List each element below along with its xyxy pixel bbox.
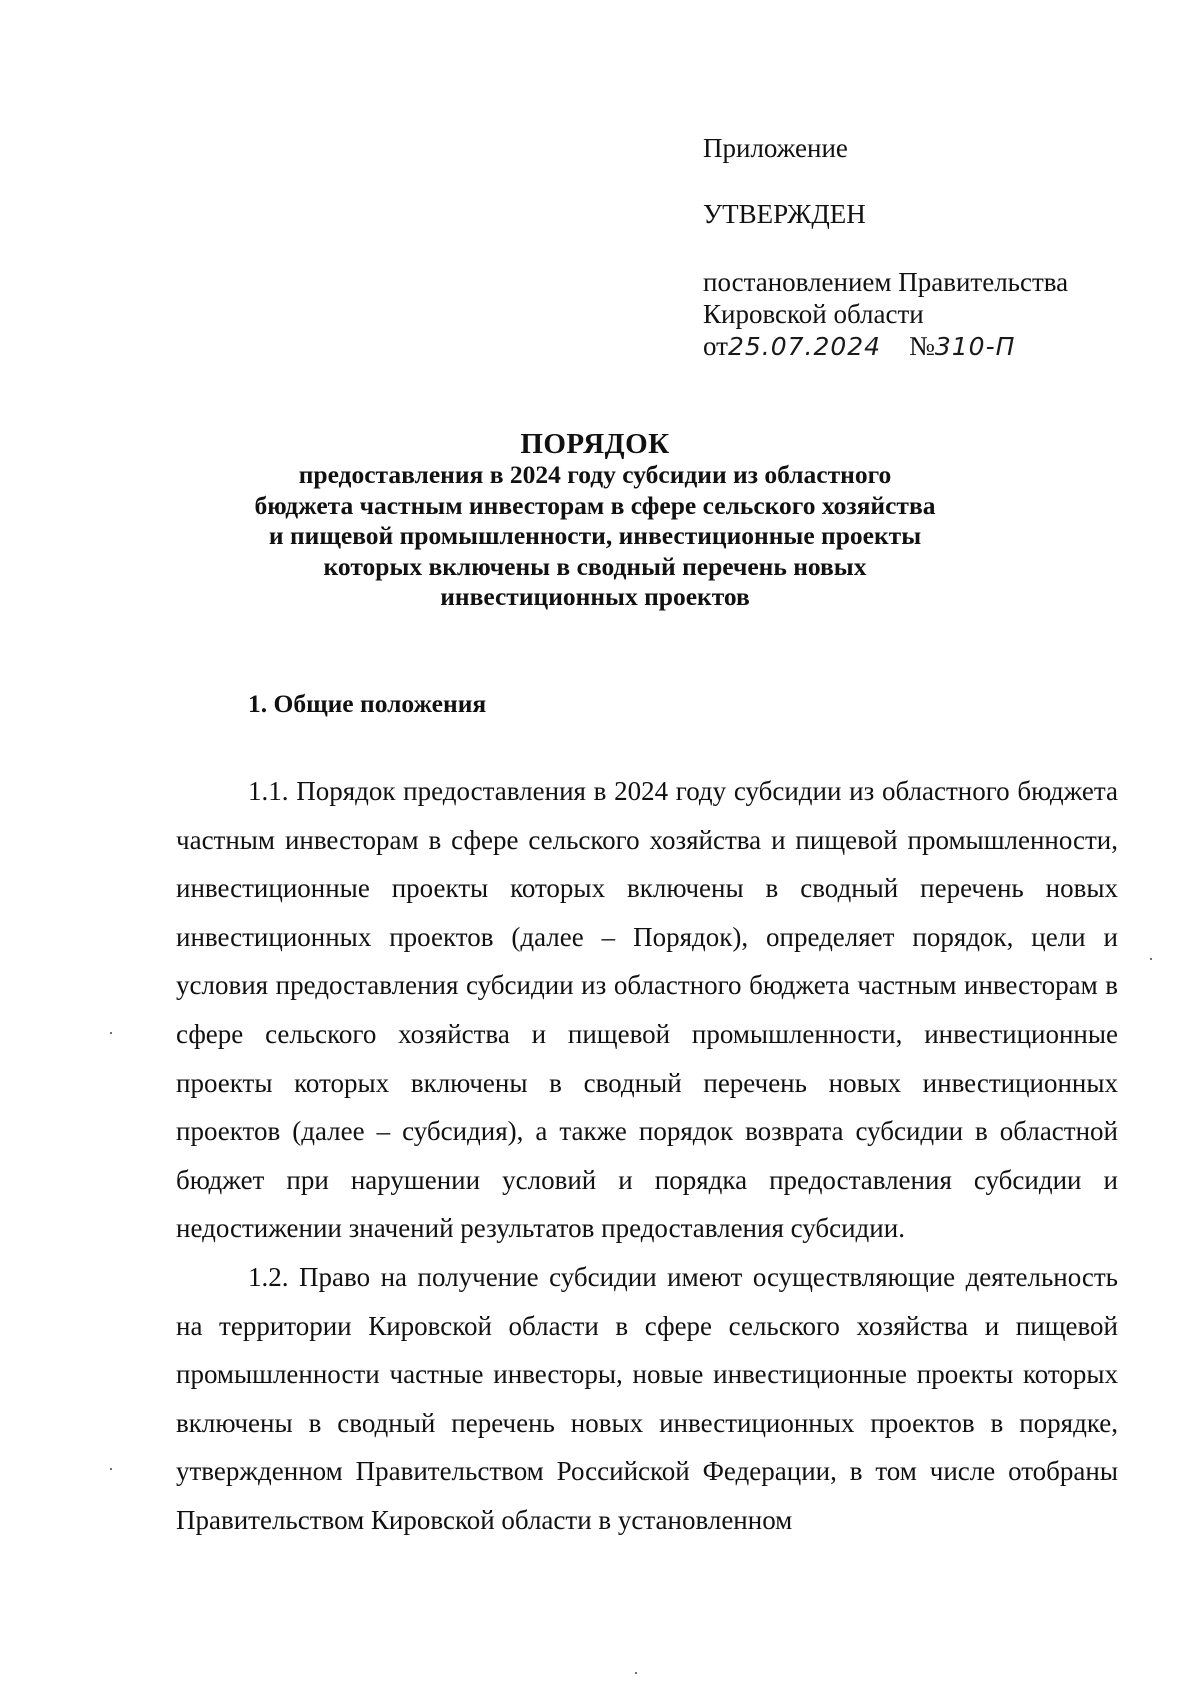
title-line-5: инвестиционных проектов	[440, 582, 750, 611]
scan-speck	[110, 1468, 112, 1470]
paragraph-1-2: 1.2. Право на получение субсидии имеют осуществляющие деятельность на территории Кировской области в сфере сельского хозяйства и пищевой промышленности частные инвесторы, новые инвестиционные проекты которых включены в сводный перечень новых инвестиционных проектов в порядке, утвержденном Правительством Российской Федерации, в том числе отобраны Правительством Кировской области в установленном	[176, 1261, 1118, 1535]
approved-label: УТВЕРЖДЕН	[703, 199, 866, 229]
scan-speck	[635, 1672, 637, 1674]
paragraph-1-1: 1.1. Порядок предоставления в 2024 году субсидии из областного бюджета частным инвесторам в сфере сельского хозяйства и пищевой промышленности, инвестиционные проекты которых включены в сводный перечень новых инвестиционных проектов (далее – Порядок), определяет порядок, цели и условия предоставления субсидии из областного бюджета частным инвесторам в сфере сельского хозяйства и пищевой промышленности, инвестиционные проекты которых включены в сводный перечень новых инвестиционных проектов (далее – субсидия), а также порядок возврата субсидии в областной бюджет при нарушении условий и порядка предоставления субсидии и недостижении значений результатов предоставления субсидии.	[176, 776, 1118, 1244]
approved-by-line-2: Кировской области	[703, 299, 924, 329]
scan-speck	[1150, 958, 1152, 960]
handwritten-number: 310-П	[934, 332, 1016, 361]
title-line-2: бюджета частным инвесторам в сфере сельского хозяйства	[254, 490, 936, 520]
scan-speck	[110, 1032, 112, 1034]
date-number-line	[703, 330, 1143, 363]
approval-block	[703, 132, 1143, 363]
handwritten-date: 25.07.2024	[727, 332, 882, 361]
title-line-4: которых включены в сводный перечень новых	[323, 551, 867, 581]
date-prefix: от	[703, 331, 728, 361]
title-line-3: и пищевой промышленности, инвестиционные проекты	[268, 521, 922, 550]
title-line-1: предоставления в 2024 году субсидии из областного	[298, 460, 892, 489]
section-heading: 1. Общие положения	[248, 689, 487, 718]
section-body	[176, 767, 1118, 1545]
title-main: ПОРЯДОК	[520, 428, 670, 460]
appendix-label: Приложение	[703, 133, 848, 163]
number-prefix: №	[909, 331, 935, 361]
approved-by-line-1: постановлением Правительства	[703, 267, 1069, 297]
document-title	[180, 428, 1010, 613]
